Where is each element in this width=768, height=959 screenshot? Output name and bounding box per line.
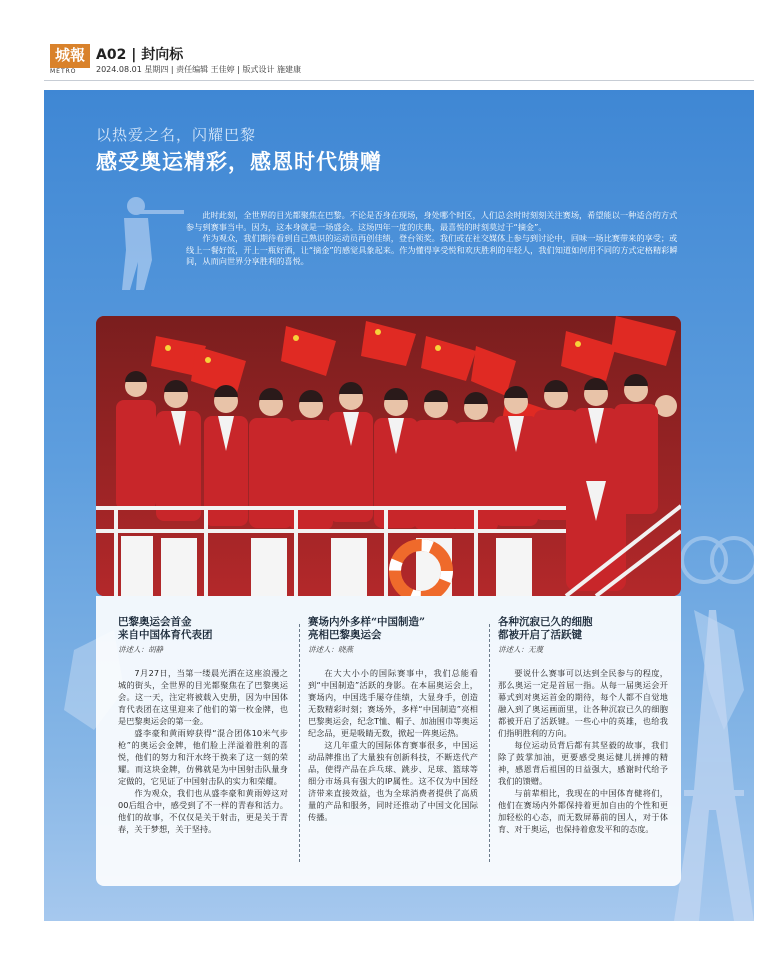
article-paragraph: 与前辈相比，我现在的中国体育健将们，他们在赛场内外都保持着更加自由的个性和更加轻松的心态，而无数屏幕前的国人，对于体育、对于奥运，也保持着愈发平和的态度。 — [498, 788, 668, 834]
section-name: 封向标 — [141, 47, 184, 63]
article-paragraph: 每位运动员背后都有其坚毅的故事，我们除了鼓掌加油，更要感受奥运健儿拼搏的精神，感恩背后祖国的日益强大，感谢时代给予我们的馈赠。 — [498, 740, 668, 786]
article-paragraph: 作为观众，我们也从盛李豪和黄雨婷这对00后组合中，感受到了不一样的青春和活力。他们的故事，不仅仅是关于射击，更是关于青春，关于梦想，关于坚持。 — [118, 788, 288, 834]
article-title: 巴黎奥运会首金 来自中国体育代表团 — [118, 616, 213, 641]
article-paragraph: 7月27日，当第一缕晨光洒在这座浪漫之城的街头，全世界的目光都聚焦在了巴黎奥运会。这一天，注定将被载入史册，因为中国体育代表团在这里迎来了他们的第一枚金牌，也是巴黎奥运会的第一金。 — [118, 668, 288, 726]
article-paragraph: 盛李豪和黄雨婷获得“混合团体10米气步枪”的奥运会金牌，他们脸上洋溢着胜利的喜悦，他们的努力和汗水终于换来了这一刻的荣耀。而这块金牌，仿佛就是为中国射击队量身定做的，它见证了中国射击队的实力和荣耀。 — [118, 728, 288, 786]
delegation-photo — [96, 316, 681, 596]
column-divider — [489, 624, 490, 862]
column-divider — [299, 624, 300, 862]
intro-text — [186, 210, 682, 268]
masthead-logo: 城報 — [50, 44, 90, 68]
eiffel-tower-icon — [674, 610, 754, 921]
article-column-3 — [498, 616, 668, 835]
page-code: A02 | 封向标 — [96, 47, 184, 63]
article-title: 赛场内外多样“中国制造” 亮相巴黎奥运会 — [308, 616, 426, 641]
article-column-1 — [118, 616, 288, 835]
header-meta: 2024.08.01 星期四 | 责任编辑 王佳婷 | 版式设计 施建康 — [96, 65, 301, 74]
article-paragraph: 在大大小小的国际赛事中，我们总能看到“中国制造”活跃的身影。在本届奥运会上，赛场内，中国选手屡夺佳绩，大显身手，创造无数精彩时刻；赛场外，多样“中国制造”亮相巴黎奥运会，纪念T恤、帽子、加油围巾等奥运纪念品，更是吸睛无数，掀起一阵奥运热。 — [308, 668, 478, 738]
article-author: 讲述人：晓燕 — [308, 645, 353, 654]
header-divider — [44, 80, 754, 81]
article-title: 各种沉寂已久的细胞 都被开启了活跃键 — [498, 616, 593, 641]
intro-paragraph: 作为观众，我们期待看到自己熟识的运动员再创佳绩，登台领奖。我们或在社交媒体上参与到讨论中，回味一场比赛带来的享受；或线上一餐好饭，开上一瓶好酒，让“摘金”的感觉具象起来。作为懂得享受悦和欢庆胜利的年轻人，我们知道如何用不同的方式定格精彩瞬间，从而向世界分享胜利的喜悦。 — [186, 233, 678, 266]
page-number: A02 — [96, 47, 127, 63]
intro-paragraph: 此时此刻，全世界的目光都聚焦在巴黎。不论是否身在现场，身处哪个时区，人们总会时时刻刻关注赛场，希望能以一种适合的方式参与到赛事当中。因为，这本身就是一场盛会。这场四年一度的庆典，最喜悦的时刻莫过于“摘金”。 — [186, 210, 678, 232]
article-author: 讲述人：无蔑 — [498, 645, 543, 654]
article-paragraph: 这几年重大的国际体育赛事很多，中国运动品牌推出了大量独有创新科技，不断迭代产品，使得产品在乒乓球、跳步、足球、篮球等细分市场具有强大的IP属性。这不仅为中国经济带来直接效益，也为全球消费者提供了高质量的产品和服务，同时还推动了中国文化国际传播。 — [308, 740, 478, 822]
article-panel — [96, 596, 681, 886]
poster-subtitle: 以热爱之名，闪耀巴黎 — [96, 126, 257, 144]
article-column-2 — [308, 616, 478, 823]
shooter-silhouette-icon — [122, 197, 184, 290]
article-paragraph: 要说什么赛事可以达到全民参与的程度，那么奥运一定是首屈一指。从每一届奥运会开幕式到对奥运首金的期待，每个人都不自觉地融入到了奥运画面里，让各种沉寂已久的细胞都被开启了活跃键。一些心中的英雄，也给我们指明胜利的方向。 — [498, 668, 668, 738]
masthead-sub: METRO — [50, 68, 77, 75]
poster-title: 感受奥运精彩，感恩时代馈赠 — [96, 149, 382, 174]
delegation-boat-photo-icon — [96, 316, 681, 596]
article-author: 讲述人：胡静 — [118, 645, 163, 654]
